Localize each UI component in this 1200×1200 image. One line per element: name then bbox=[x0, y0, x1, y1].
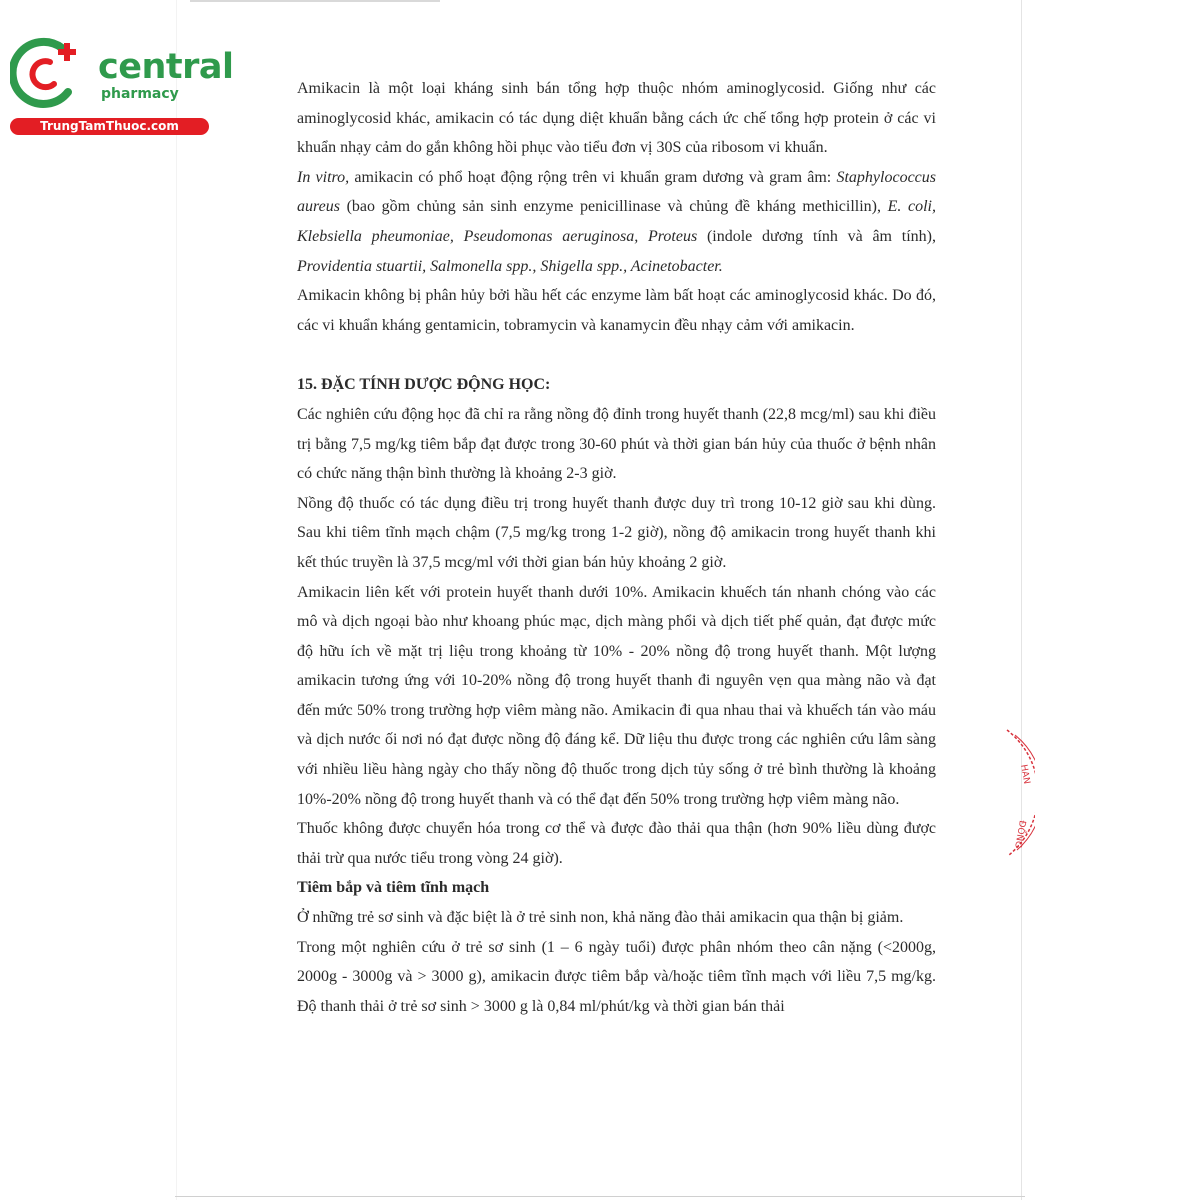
text-span: (bao gồm chủng sản sinh enzyme penicillinase và chủng đề kháng methicillin), bbox=[339, 198, 888, 216]
stamp-text-1: HAN bbox=[1018, 763, 1032, 785]
species-list-2: Providentia stuartii, Salmonella spp., Shigella spp., Acinetobacter. bbox=[297, 257, 723, 275]
text-span: amikacin có phổ hoạt động rộng trên vi khuẩn gram dương và gram âm: bbox=[349, 168, 837, 186]
paragraph-therapeutic-concentration: Nồng độ thuốc có tác dụng điều trị trong huyết thanh được duy trì trong 10-12 giờ sau khi dùng. Sau khi tiêm tĩnh mạch chậm (7,5 mg/kg trong 1-2 giờ), nồng độ amikacin trong huyết thanh khi kết thúc truyền là 37,5 mcg/ml với thời gian bán hủy khoảng 2 giờ. bbox=[297, 494, 936, 571]
scan-edge-bottom bbox=[175, 1196, 1025, 1197]
scan-edge-right bbox=[1021, 0, 1022, 1200]
paragraph-resistance: Amikacin không bị phân hủy bởi hầu hết các enzyme làm bất hoạt các aminoglycosid khác. Do đó, các vi khuẩn kháng gentamicin, tobramycin và kanamycin đều nhạy cảm với amikacin. bbox=[297, 287, 936, 334]
document-body bbox=[297, 74, 936, 1021]
paragraph-mechanism: Amikacin là một loại kháng sinh bán tổng hợp thuộc nhóm aminoglycosid. Giống như các aminoglycosid khác, amikacin có tác dụng diệt khuẩn bằng cách ức chế tổng hợp protein ở các vi khuẩn nhạy cảm do gắn không hồi phục vào tiểu đơn vị 30S của ribosom vi khuẩn. bbox=[297, 80, 936, 157]
species-list-1: E. coli, Klebsiella pheumoniae, Pseudomonas aeruginosa, Proteus bbox=[297, 198, 937, 245]
paragraph-neonates: Ở những trẻ sơ sinh và đặc biệt là ở trẻ sinh non, khả năng đào thải amikacin qua thận bị giảm. bbox=[297, 909, 904, 927]
species-staph: Staphylococcus aureus bbox=[297, 168, 936, 216]
paragraph-in-vitro bbox=[297, 163, 936, 281]
logo-site-banner: TrungTamThuoc.com bbox=[10, 118, 209, 135]
scan-edge-left bbox=[176, 0, 177, 1200]
in-vitro-label: In vitro, bbox=[297, 168, 350, 186]
logo-brand-word: central bbox=[98, 47, 234, 87]
text-span: (indole dương tính và âm tính), bbox=[697, 227, 936, 245]
scan-edge-top bbox=[190, 0, 440, 2]
stamp-text-2: ĐỒNG bbox=[1012, 819, 1027, 849]
paragraph-neonate-study: Trong một nghiên cứu ở trẻ sơ sinh (1 – 6 ngày tuổi) được phân nhóm theo cân nặng (<2000g, 2000g - 3000g và > 3000 g), amikacin được tiêm bắp và/hoặc tiêm tĩnh mạch với liều 7,5 mg/kg. Độ thanh thải ở trẻ sơ sinh > 3000 g là 0,84 ml/phút/kg và thời gian bán thải bbox=[297, 938, 936, 1015]
paragraph-peak-concentration: Các nghiên cứu động học đã chỉ ra rằng nồng độ đỉnh trong huyết thanh (22,8 mcg/ml) sau khi điều trị bằng 7,5 mg/kg tiêm bắp đạt được trong 30-60 phút và thời gian bán hủy của thuốc ở bệnh nhân có chức năng thận bình thường là khoảng 2-3 giờ. bbox=[297, 405, 936, 483]
logo-sub-word: pharmacy bbox=[101, 86, 179, 102]
subheading-injection: Tiêm bắp và tiêm tĩnh mạch bbox=[297, 879, 490, 897]
central-pharmacy-logo[interactable] bbox=[10, 36, 234, 136]
paragraph-elimination: Thuốc không được chuyển hóa trong cơ thể và được đào thải qua thận (hơn 90% liều dùng được thải trừ qua nước tiểu trong vòng 24 giờ). bbox=[297, 820, 936, 867]
paragraph-distribution: Amikacin liên kết với protein huyết thanh dưới 10%. Amikacin khuếch tán nhanh chóng vào các mô và dịch ngoại bào như khoang phúc mạc, dịch màng phổi và dịch tiết phế quản, đạt được mức độ hữu ích về mặt trị liệu trong khoảng từ 10% - 20% nồng độ trong huyết thanh. Một lượng amikacin tương ứng với 10-20% nồng độ trong huyết thanh đi nguyên vẹn qua màng não và đạt đến mức 50% trong trường hợp viêm màng não. Amikacin đi qua nhau thai và khuếch tán vào máu và dịch nước ối nơi nó đạt được nồng độ đáng kể. Dữ liệu thu được trong các nghiên cứu lâm sàng với nhiều liều hàng ngày cho thấy nồng độ thuốc trong dịch tủy sống ở trẻ bình thường là khoảng 10%-20% nồng độ trong huyết thanh và có thể đạt đến 50% trong trường hợp viêm màng não. bbox=[297, 583, 936, 808]
section-heading-pharmacokinetics: 15. ĐẶC TÍNH DƯỢC ĐỘNG HỌC: bbox=[297, 376, 551, 394]
red-stamp-fragment bbox=[995, 725, 1035, 860]
section-gap bbox=[297, 340, 936, 370]
